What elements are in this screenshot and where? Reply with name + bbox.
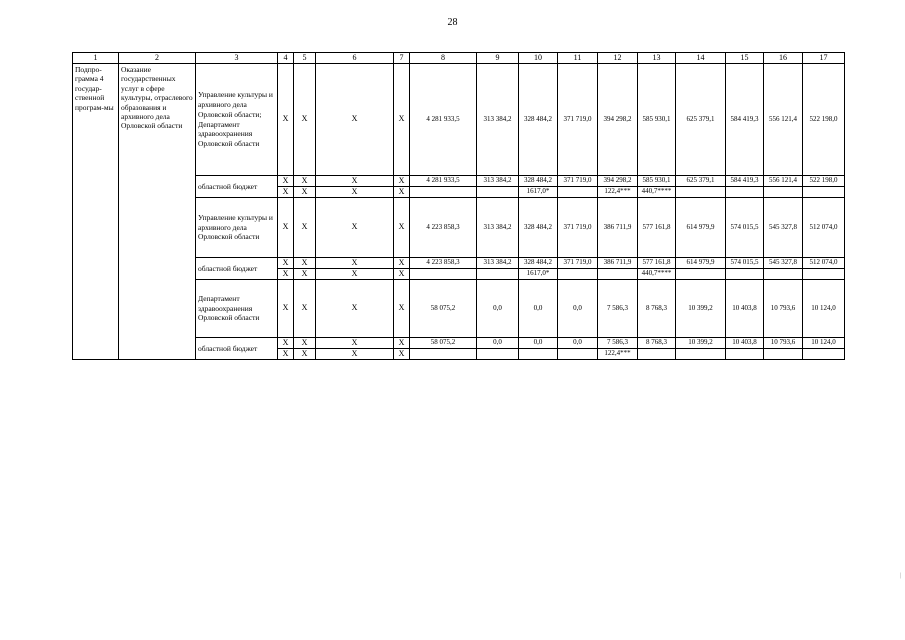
value-cell: 545 327,8 [764, 198, 803, 258]
value-cell: X [278, 269, 294, 280]
header-cell: 1 [73, 53, 119, 64]
value-cell: X [394, 258, 410, 269]
value-cell [410, 269, 477, 280]
value-cell: X [294, 198, 316, 258]
value-cell: X [278, 280, 294, 338]
value-cell: X [394, 198, 410, 258]
value-cell: 10 399,2 [676, 338, 726, 349]
value-cell: 0,0 [519, 280, 558, 338]
value-cell: 574 015,5 [726, 258, 764, 269]
value-cell: X [294, 64, 316, 176]
value-cell: X [394, 269, 410, 280]
value-cell: 4 223 858,3 [410, 258, 477, 269]
header-cell: 16 [764, 53, 803, 64]
value-cell [764, 187, 803, 198]
value-cell: 10 124,0 [803, 338, 845, 349]
value-cell: 584 419,3 [726, 176, 764, 187]
executor-cell: Департамент здравоохранения Орловской области [196, 280, 278, 338]
value-cell: 1617,0* [519, 187, 558, 198]
value-cell: 8 768,3 [638, 338, 676, 349]
value-cell: X [316, 269, 394, 280]
value-cell: 328 484,2 [519, 198, 558, 258]
value-cell [410, 187, 477, 198]
value-cell [676, 269, 726, 280]
value-cell: 371 719,0 [558, 198, 598, 258]
value-cell: 574 015,5 [726, 198, 764, 258]
header-cell: 8 [410, 53, 477, 64]
value-cell: 556 121,4 [764, 64, 803, 176]
value-cell: 313 384,2 [477, 176, 519, 187]
value-cell [676, 187, 726, 198]
value-cell: 0,0 [519, 338, 558, 349]
value-cell: 371 719,0 [558, 64, 598, 176]
value-cell [764, 349, 803, 360]
value-cell: 7 586,3 [598, 280, 638, 338]
value-cell [803, 187, 845, 198]
value-cell: 577 161,8 [638, 258, 676, 269]
value-cell [410, 349, 477, 360]
value-cell [477, 269, 519, 280]
value-cell [477, 187, 519, 198]
value-cell: 394 298,2 [598, 64, 638, 176]
value-cell: 10 399,2 [676, 280, 726, 338]
value-cell: 7 586,3 [598, 338, 638, 349]
value-cell: 0,0 [477, 280, 519, 338]
value-cell [638, 349, 676, 360]
value-cell [558, 187, 598, 198]
value-cell [558, 269, 598, 280]
value-cell [803, 269, 845, 280]
value-cell: 440,7**** [638, 269, 676, 280]
value-cell: 512 074,0 [803, 258, 845, 269]
value-cell: 1617,0* [519, 269, 558, 280]
value-cell: 4 223 858,3 [410, 198, 477, 258]
value-cell: X [294, 349, 316, 360]
value-cell: 10 124,0 [803, 280, 845, 338]
executor-row [73, 64, 845, 176]
value-cell: X [316, 280, 394, 338]
value-cell: 625 379,1 [676, 176, 726, 187]
value-cell: 122,4*** [598, 187, 638, 198]
value-cell: X [394, 280, 410, 338]
header-cell: 4 [278, 53, 294, 64]
value-cell: X [316, 64, 394, 176]
value-cell: 585 930,1 [638, 64, 676, 176]
value-cell [764, 269, 803, 280]
value-cell: 394 298,2 [598, 176, 638, 187]
value-cell: 386 711,9 [598, 198, 638, 258]
value-cell: X [316, 187, 394, 198]
value-cell: X [394, 187, 410, 198]
value-cell: 386 711,9 [598, 258, 638, 269]
value-cell: X [278, 258, 294, 269]
value-cell: 313 384,2 [477, 64, 519, 176]
subprogram-cell: Подпро-грамма 4 государ-ственной програм-мы [73, 64, 119, 360]
budget-table [72, 52, 845, 360]
value-cell: 0,0 [558, 338, 598, 349]
value-cell: 522 198,0 [803, 176, 845, 187]
funding-source-cell: областной бюджет [196, 258, 278, 280]
value-cell: 625 379,1 [676, 64, 726, 176]
value-cell [558, 349, 598, 360]
value-cell: 4 281 933,5 [410, 64, 477, 176]
value-cell [726, 349, 764, 360]
value-cell: 328 484,2 [519, 176, 558, 187]
value-cell: 122,4*** [598, 349, 638, 360]
executor-cell: Управление культуры и архивного дела Орловской области [196, 198, 278, 258]
value-cell [519, 349, 558, 360]
value-cell: X [278, 338, 294, 349]
value-cell: 328 484,2 [519, 258, 558, 269]
value-cell: 328 484,2 [519, 64, 558, 176]
service-cell: Оказание государственных услуг в сфере культуры, отраслевого образования и архивного дела Орловской области [119, 64, 196, 360]
header-cell: 7 [394, 53, 410, 64]
value-cell: 0,0 [558, 280, 598, 338]
value-cell: X [394, 64, 410, 176]
value-cell [477, 349, 519, 360]
value-cell: 4 281 933,5 [410, 176, 477, 187]
value-cell [803, 349, 845, 360]
edge-mark: | [900, 573, 902, 579]
value-cell: 614 979,9 [676, 198, 726, 258]
header-cell: 5 [294, 53, 316, 64]
value-cell: 440,7**** [638, 187, 676, 198]
value-cell [726, 187, 764, 198]
value-cell: X [294, 280, 316, 338]
value-cell: X [316, 176, 394, 187]
value-cell: 512 074,0 [803, 198, 845, 258]
value-cell: X [294, 258, 316, 269]
value-cell [676, 349, 726, 360]
value-cell: X [394, 338, 410, 349]
header-cell: 13 [638, 53, 676, 64]
value-cell: X [394, 349, 410, 360]
value-cell: X [278, 349, 294, 360]
page-number: 28 [447, 17, 458, 28]
value-cell: 577 161,8 [638, 198, 676, 258]
value-cell: X [316, 258, 394, 269]
value-cell: 58 075,2 [410, 280, 477, 338]
value-cell: 8 768,3 [638, 280, 676, 338]
header-cell: 3 [196, 53, 278, 64]
value-cell: X [294, 187, 316, 198]
value-cell: 0,0 [477, 338, 519, 349]
value-cell: X [278, 176, 294, 187]
value-cell: X [278, 198, 294, 258]
value-cell: 10 793,6 [764, 338, 803, 349]
value-cell: 58 075,2 [410, 338, 477, 349]
table-body [73, 53, 845, 360]
header-cell: 14 [676, 53, 726, 64]
value-cell [726, 269, 764, 280]
value-cell: 10 403,8 [726, 338, 764, 349]
value-cell [598, 269, 638, 280]
value-cell: X [316, 338, 394, 349]
value-cell: 614 979,9 [676, 258, 726, 269]
header-cell: 17 [803, 53, 845, 64]
value-cell: 522 198,0 [803, 64, 845, 176]
executor-cell: Управление культуры и архивного дела Орловской области; Департамент здравоохранения Орловской области [196, 64, 278, 176]
funding-source-cell: областной бюджет [196, 338, 278, 360]
value-cell: 371 719,0 [558, 258, 598, 269]
value-cell: X [394, 176, 410, 187]
value-cell: X [278, 187, 294, 198]
value-cell: 584 419,3 [726, 64, 764, 176]
value-cell: 313 384,2 [477, 258, 519, 269]
header-cell: 12 [598, 53, 638, 64]
header-row [73, 53, 845, 64]
value-cell: 556 121,4 [764, 176, 803, 187]
funding-source-cell: областной бюджет [196, 176, 278, 198]
value-cell: X [294, 269, 316, 280]
value-cell: 545 327,8 [764, 258, 803, 269]
value-cell: 10 793,6 [764, 280, 803, 338]
value-cell: X [294, 176, 316, 187]
header-cell: 11 [558, 53, 598, 64]
value-cell: X [294, 338, 316, 349]
value-cell: 585 930,1 [638, 176, 676, 187]
value-cell: X [316, 198, 394, 258]
header-cell: 6 [316, 53, 394, 64]
header-cell: 10 [519, 53, 558, 64]
value-cell: 10 403,8 [726, 280, 764, 338]
header-cell: 9 [477, 53, 519, 64]
value-cell: X [278, 64, 294, 176]
header-cell: 2 [119, 53, 196, 64]
header-cell: 15 [726, 53, 764, 64]
value-cell: 313 384,2 [477, 198, 519, 258]
value-cell: 371 719,0 [558, 176, 598, 187]
value-cell: X [316, 349, 394, 360]
